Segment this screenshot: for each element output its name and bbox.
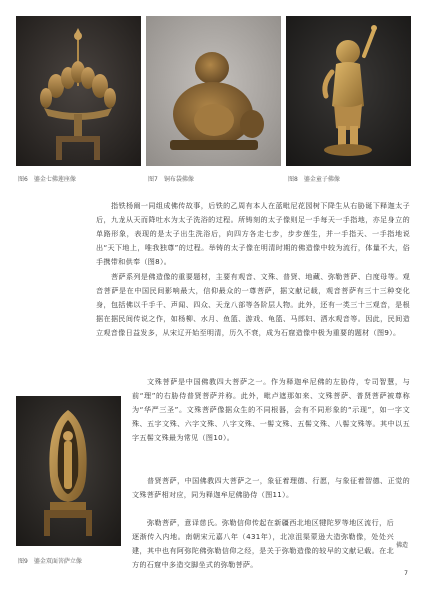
paragraph-2: 菩萨系列是佛造像的重要题材，主要有观音、文殊、普贤、地藏、弥勒菩萨、白度母等。观音菩萨是在中国民间影响最大，信仰最众的一尊菩萨，据文献记载，观音菩萨有三十三种变化身，包括佛以千手千、声闻、四众、天龙八部等各阶层人物。此外，还有一类三十三观音，是根据在据民间传说之作，如杨柳、水月、鱼篮、游戏、龟篮、马郎妇、洒水观音等。因此，民间造立观音像日益发多，从宋辽开始至明清，历久不衰，成为石窟造像中极为重要的题材（图9）。 <box>96 272 410 337</box>
figure-6-photo <box>16 16 141 166</box>
paragraph-3: 文殊菩萨是中国佛教四大菩萨之一。作为释迦牟尼佛的左胁侍，专司智慧，与前“理”的右胁侍普贤菩萨并称。此外，毗卢遮那如来、文殊菩萨、普贤菩萨被尊称为“华严三圣”。文殊菩萨像据众生的不同根器，会有不同形象的“示现”，如一字文殊、五字文殊、六字文殊、八字文殊、一髻文殊、五髻文殊、八髻文殊等。其中以五字五髻文殊最为常见（图10）。 <box>132 377 410 442</box>
figure-7-caption: 图7 铜布袋佛像 <box>148 176 194 183</box>
section-side-label: 佛造 <box>395 542 408 549</box>
page-number: 7 <box>404 570 408 577</box>
paragraph-5: 弥勒菩萨，意译慈氏。弥勒信仰传起在新疆西北地区犍陀罗等地区流行，后逐渐传入内地。南朝宋元嘉八年（431年），北凉沮渠蒙逊大造弥勒像，处处兴建，其中也有阿弥陀佛弥勒信仰之经，是关于弥勒造像的较早的文献记载。在北方的石窟中多造交脚坐式的弥勒菩萨。 <box>132 518 394 569</box>
figure-7-photo <box>146 16 281 166</box>
paragraph-1: 指铁杨阐一同组成佛传故事，后铁的乙周有本人在蓝毗尼花园树下降生从右胁诞下释迦太子后，九龙从天而降吐水为太子洗浴的过程。所铸刻的太子像则足一手每天一手指地，亦足身立的单路形象，表现的是太子出生洗浴后，向四方各走七步，步步莲生，并一手指天、一手指地说出“天下地上，唯我独尊”的过程。举铸的太子像在明清时期的佛造像中较为流行，体量不大，俗手携带和供奉（图8）。 <box>96 201 410 266</box>
figure-9-caption: 图9 鎏金双面菩萨立像 <box>18 558 82 565</box>
figure-6-caption: 图6 鎏金七佛莲座像 <box>18 176 76 183</box>
paragraph-4: 普贤菩萨，中国佛教四大菩萨之一，象征着理德、行愿，与象征着智德、正觉的文殊菩萨相对应，同为释迦牟尼佛胁侍（图11）。 <box>132 476 410 499</box>
figure-9-photo <box>16 396 121 546</box>
figure-8-photo <box>286 16 411 166</box>
figure-8-caption: 图8 鎏金童子佛像 <box>288 176 340 183</box>
